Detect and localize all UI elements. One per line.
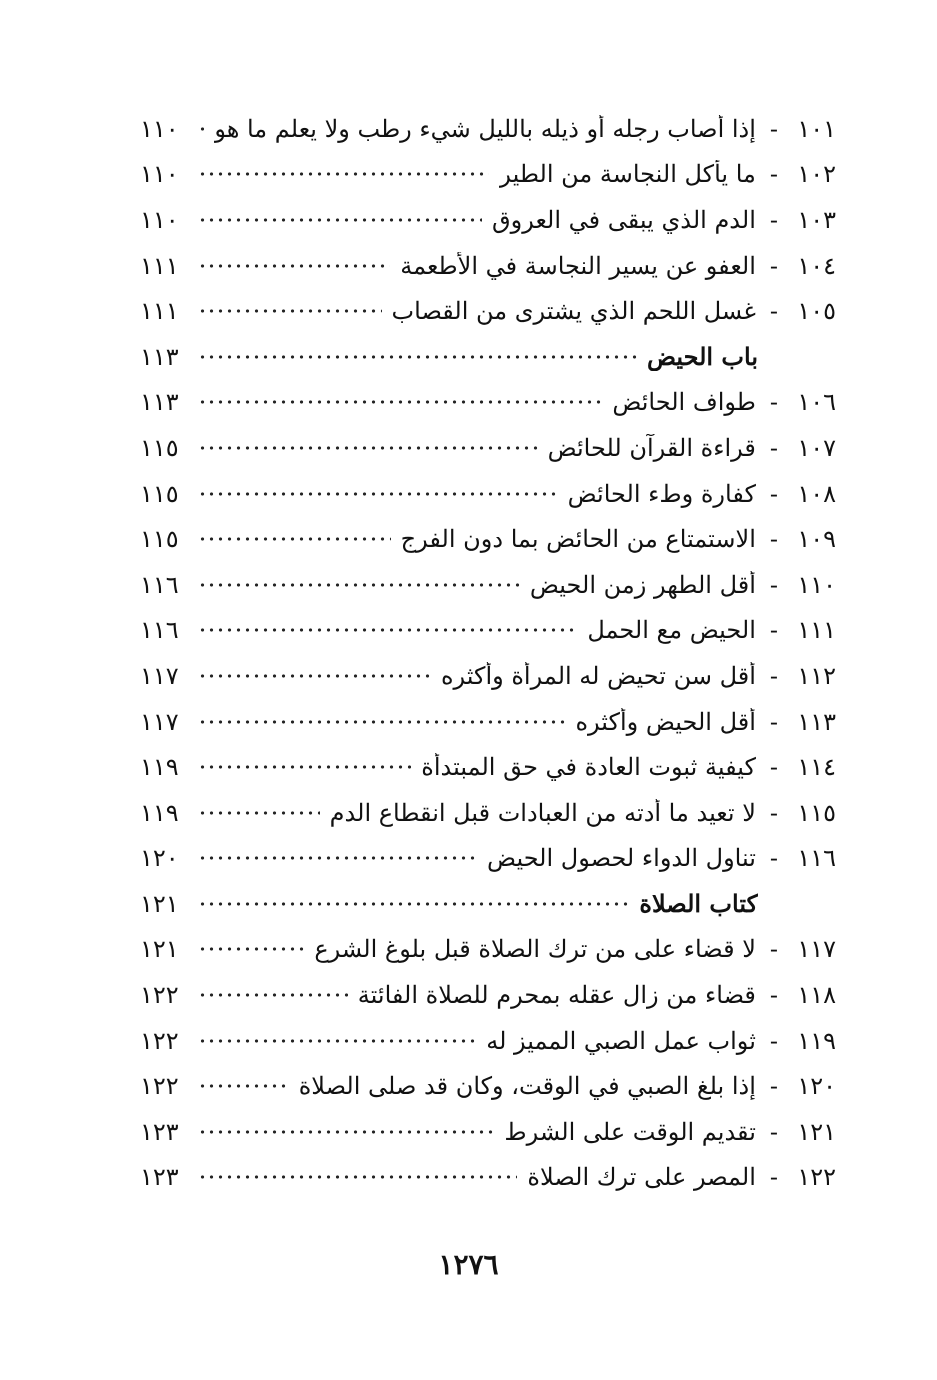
entry-number: ١٠٤ — [797, 251, 836, 280]
toc-entry — [140, 425, 836, 471]
entry-separator: - — [769, 1026, 778, 1055]
entry-separator: - — [769, 1072, 778, 1101]
entry-page-number: ١١٦ — [140, 570, 179, 599]
entry-number: ١٠٩ — [797, 525, 836, 554]
entry-page-number: ١١٧ — [140, 707, 179, 736]
entry-separator: - — [769, 570, 778, 599]
entry-title: أقل سن تحيض له المرأة وأكثره — [440, 661, 756, 690]
toc-entry — [140, 653, 836, 699]
dot-leader — [198, 990, 348, 1000]
toc-entry — [140, 106, 836, 152]
entry-number: ١١٦ — [797, 844, 836, 873]
entry-page-number: ١١٣ — [140, 388, 179, 417]
toc-entry — [140, 744, 836, 790]
entry-separator: - — [769, 935, 778, 964]
toc-entry — [140, 197, 836, 243]
entry-separator: - — [769, 388, 778, 417]
entry-separator: - — [769, 479, 778, 508]
dot-leader — [198, 671, 431, 681]
entry-title: إذا أصاب رجله أو ذيله بالليل شيء رطب ولا يعلم ما هو — [214, 114, 756, 143]
entry-page-number: ١٢٣ — [140, 1163, 179, 1192]
entry-title: ثواب عمل الصبي المميز له — [486, 1026, 756, 1055]
dot-leader — [198, 397, 602, 407]
section-heading-row — [140, 881, 836, 927]
toc-entry — [140, 1018, 836, 1064]
toc-entry — [140, 1155, 836, 1201]
dot-leader — [198, 808, 320, 818]
entry-number: ١٠٣ — [797, 205, 836, 234]
toc-entry — [140, 562, 836, 608]
entry-separator: - — [769, 251, 778, 280]
entry-page-number: ١١١ — [140, 297, 179, 326]
section-heading: كتاب الصلاة — [639, 889, 758, 919]
entry-title: أقل الطهر زمن الحيض — [529, 570, 756, 599]
entry-separator: - — [769, 205, 778, 234]
dot-leader — [198, 124, 204, 134]
entry-number: ١٠٦ — [797, 388, 836, 417]
entry-title: المصر على ترك الصلاة — [527, 1163, 756, 1192]
entry-title: إذا بلغ الصبي في الوقت، وكان قد صلى الصلاة — [298, 1072, 756, 1101]
entry-page-number: ١٢٢ — [140, 981, 179, 1010]
entry-page-number: ١١٠ — [140, 160, 179, 189]
toc-entry — [140, 972, 836, 1018]
entry-separator: - — [769, 844, 778, 873]
entry-title: الدم الذي يبقى في العروق — [492, 205, 756, 234]
entry-title: لا تعيد ما أدته من العبادات قبل انقطاع الدم — [329, 798, 756, 827]
dot-leader — [198, 215, 482, 225]
entry-title: كفارة وطء الحائض — [567, 479, 756, 508]
toc-entry — [140, 1109, 836, 1155]
dot-leader — [198, 261, 390, 271]
toc-entry — [140, 790, 836, 836]
entry-title: ما يأكل النجاسة من الطير — [499, 160, 756, 189]
dot-leader — [198, 169, 489, 179]
dot-leader — [198, 489, 558, 499]
entry-number: ١٠٥ — [797, 297, 836, 326]
dot-leader — [198, 1172, 517, 1182]
entry-number: ١١٣ — [797, 707, 836, 736]
entry-page-number: ١١٧ — [140, 661, 179, 690]
entry-separator: - — [769, 160, 778, 189]
entry-title: العفو عن يسير النجاسة في الأطعمة — [400, 251, 756, 280]
entry-page-number: ١١١ — [140, 251, 179, 280]
entry-number: ١٠٢ — [797, 160, 836, 189]
entry-title: كيفية ثبوت العادة في حق المبتدأة — [421, 753, 756, 782]
entry-page-number: ١٢٣ — [140, 1117, 179, 1146]
table-of-contents — [140, 106, 836, 1200]
dot-leader — [198, 853, 477, 863]
entry-number: ١٢٢ — [797, 1163, 836, 1192]
dot-leader — [198, 717, 565, 727]
section-heading-row — [140, 334, 836, 380]
dot-leader — [198, 944, 304, 954]
entry-separator: - — [769, 661, 778, 690]
toc-entry — [140, 471, 836, 517]
entry-separator: - — [769, 1117, 778, 1146]
toc-entry — [140, 288, 836, 334]
entry-separator: - — [769, 707, 778, 736]
entry-page-number: ١١٥ — [140, 433, 179, 462]
entry-number: ١٠١ — [797, 114, 836, 143]
entry-separator: - — [769, 798, 778, 827]
toc-entry — [140, 516, 836, 562]
entry-page-number: ١١٩ — [140, 798, 179, 827]
toc-entry — [140, 927, 836, 973]
entry-page-number: ١١٥ — [140, 525, 179, 554]
dot-leader — [198, 306, 382, 316]
entry-title: قراءة القرآن للحائض — [547, 433, 756, 462]
entry-separator: - — [769, 297, 778, 326]
entry-title: تقديم الوقت على الشرط — [504, 1117, 756, 1146]
dot-leader — [198, 1081, 289, 1091]
entry-number: ١١٨ — [797, 981, 836, 1010]
entry-page-number: ١٢١ — [140, 935, 179, 964]
dot-leader — [198, 899, 629, 909]
entry-number: ١١٥ — [797, 798, 836, 827]
toc-entry — [140, 243, 836, 289]
entry-page-number: ١١٥ — [140, 479, 179, 508]
entry-number: ١١٧ — [797, 935, 836, 964]
entry-page-number: ١١٠ — [140, 114, 179, 143]
entry-number: ١٢٠ — [797, 1072, 836, 1101]
dot-leader — [198, 625, 577, 635]
entry-number: ١١١ — [797, 616, 836, 645]
dot-leader — [198, 1127, 494, 1137]
toc-entry — [140, 699, 836, 745]
dot-leader — [198, 534, 391, 544]
entry-number: ١١٢ — [797, 661, 836, 690]
entry-number: ١١٩ — [797, 1026, 836, 1055]
toc-entry — [140, 1063, 836, 1109]
dot-leader — [198, 1036, 476, 1046]
toc-entry — [140, 836, 836, 882]
entry-page-number: ١١٩ — [140, 753, 179, 782]
entry-title: الحيض مع الحمل — [587, 616, 756, 645]
entry-page-number: ١٢٠ — [140, 844, 179, 873]
entry-page-number: ١٢٢ — [140, 1026, 179, 1055]
entry-page-number: ١٢١ — [140, 889, 179, 918]
entry-title: تناول الدواء لحصول الحيض — [487, 844, 756, 873]
entry-number: ١٠٨ — [797, 479, 836, 508]
entry-page-number: ١١٠ — [140, 205, 179, 234]
toc-entry — [140, 152, 836, 198]
entry-separator: - — [769, 1163, 778, 1192]
entry-separator: - — [769, 753, 778, 782]
entry-title: قضاء من زال عقله بمحرم للصلاة الفائتة — [357, 981, 756, 1010]
entry-separator: - — [769, 433, 778, 462]
entry-title: لا قضاء على من ترك الصلاة قبل بلوغ الشرع — [314, 935, 756, 964]
entry-page-number: ١٢٢ — [140, 1072, 179, 1101]
entry-separator: - — [769, 981, 778, 1010]
entry-separator: - — [769, 525, 778, 554]
entry-number: ١١٠ — [797, 570, 836, 599]
dot-leader — [198, 580, 520, 590]
entry-title: طواف الحائض — [612, 388, 756, 417]
entry-number: ١١٤ — [797, 753, 836, 782]
entry-page-number: ١١٦ — [140, 616, 179, 645]
entry-title: الاستمتاع من الحائض بما دون الفرج — [400, 525, 756, 554]
toc-entry — [140, 608, 836, 654]
toc-entry — [140, 380, 836, 426]
entry-title: أقل الحيض وأكثره — [575, 707, 756, 736]
dot-leader — [198, 762, 411, 772]
entry-number: ١٢١ — [797, 1117, 836, 1146]
entry-separator: - — [769, 114, 778, 143]
entry-page-number: ١١٣ — [140, 342, 179, 371]
entry-separator: - — [769, 616, 778, 645]
dot-leader — [198, 352, 637, 362]
page-number: ١٢٧٦ — [438, 1248, 499, 1281]
section-heading: باب الحيض — [646, 342, 758, 372]
entry-title: غسل اللحم الذي يشترى من القصاب — [391, 297, 756, 326]
dot-leader — [198, 443, 538, 453]
entry-number: ١٠٧ — [797, 433, 836, 462]
